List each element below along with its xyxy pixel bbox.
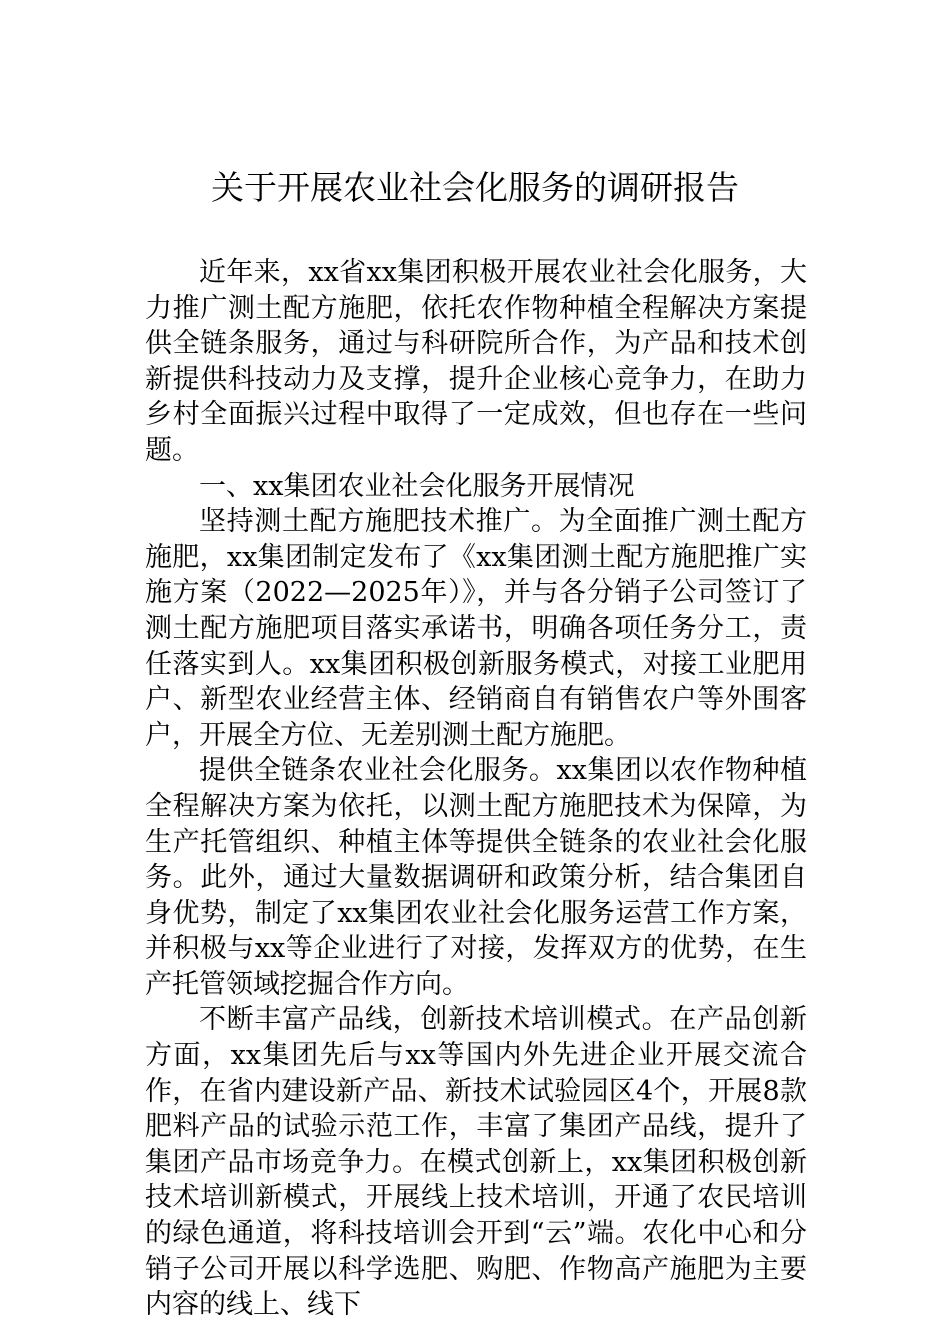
intro-paragraph: 近年来，xx省xx集团积极开展农业社会化服务，大力推广测土配方施肥，依托农作物种植全程解决方案提供全链条服务，通过与科研院所合作，为产品和技术创新提供科技动力及支撑，提升企业核心竞争力，在助力乡村全面振兴过程中取得了一定成效，但也存在一些问题。 xyxy=(145,257,807,466)
document-body xyxy=(145,255,807,1323)
product-training-paragraph: 不断丰富产品线，创新技术培训模式。在产品创新方面，xx集团先后与xx等国内外先进企业开展交流合作，在省内建设新产品、新技术试验园区4个，开展8款肥料产品的试验示范工作，丰富了集团产品线，提升了集团产品市场竞争力。在模式创新上，xx集团积极创新技术培训新模式，开展线上技术培训，开通了农民培训的绿色通道，将科技培训会开到“云”端。农化中心和分销子公司开展以科学选肥、购肥、作物高产施肥为主要内容的线上、线下 xyxy=(145,1004,807,1321)
soil-testing-paragraph: 坚持测土配方施肥技术推广。为全面推广测土配方施肥，xx集团制定发布了《xx集团测土配方施肥推广实施方案（2022—2025年）》，并与各分销子公司签订了测土配方施肥项目落实承诺书，明确各项任务分工，责任落实到人。xx集团积极创新服务模式，对接工业肥用户、新型农业经营主体、经销商自有销售农户等外围客户，开展全方位、无差别测土配方施肥。 xyxy=(145,506,807,751)
full-chain-service-paragraph: 提供全链条农业社会化服务。xx集团以农作物种植全程解决方案为依托，以测土配方施肥技术为保障，为生产托管组织、种植主体等提供全链条的农业社会化服务。此外，通过大量数据调研和政策分析，结合集团自身优势，制定了xx集团农业社会化服务运营工作方案，并积极与xx等企业进行了对接，发挥双方的优势，在生产托管领域挖掘合作方向。 xyxy=(145,755,807,1000)
section-heading: 一、xx集团农业社会化服务开展情况 xyxy=(199,470,635,502)
document-title: 关于开展农业社会化服务的调研报告 xyxy=(211,168,739,207)
